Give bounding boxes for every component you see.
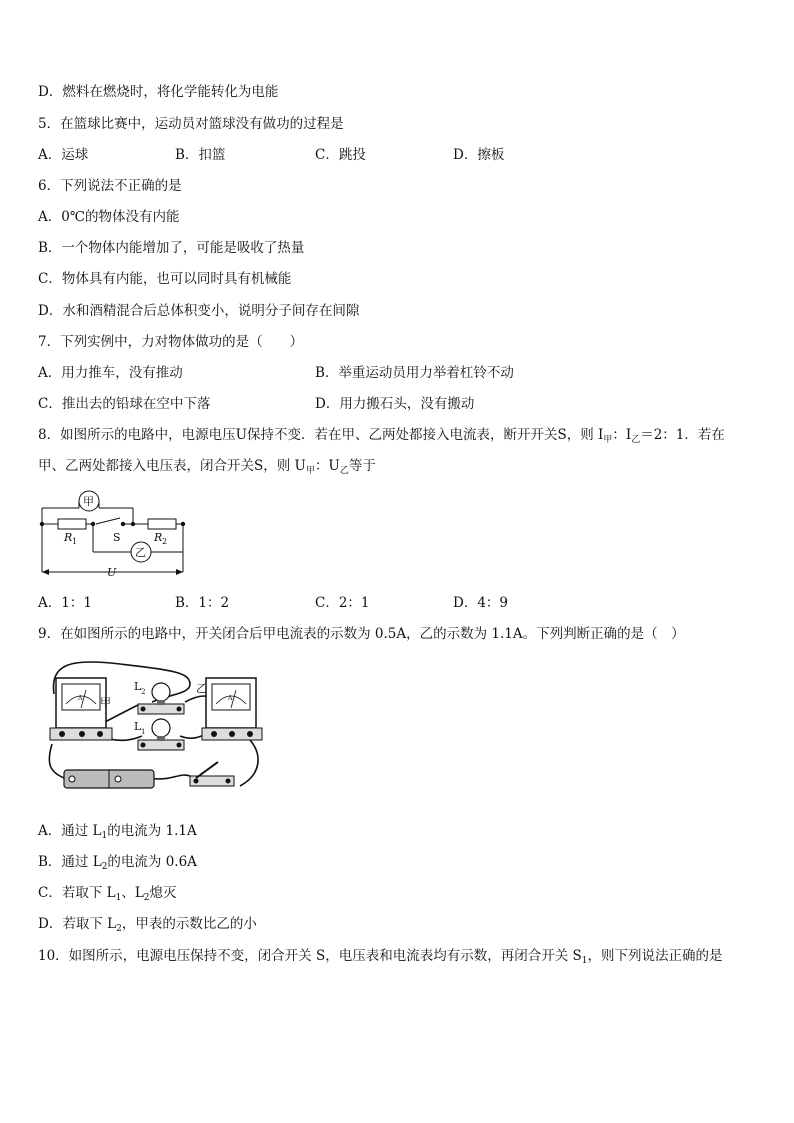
q9-option-b-text1: B．通过 L xyxy=(38,854,102,870)
q9-meter-yi-label: 乙 xyxy=(196,682,207,695)
q10-stem-sub: 1 xyxy=(581,956,588,966)
q6-option-d: D．水和酒精混合后总体积变小，说明分子间存在间隙 xyxy=(38,303,360,319)
q9-option-b-sub: 2 xyxy=(101,862,108,872)
q9-option-a-sub: 1 xyxy=(101,831,108,841)
q6-option-b: B．一个物体内能增加了，可能是吸收了热量 xyxy=(38,240,305,256)
q8-meter-jia-label: 甲 xyxy=(83,495,94,508)
q9-option-c-text1: C．若取下 L xyxy=(38,885,116,901)
q9-option-a xyxy=(38,822,197,845)
q5-option-a: A．运球 xyxy=(38,147,89,163)
q5-stem: 5．在篮球比赛中，运动员对篮球没有做功的过程是 xyxy=(38,116,344,132)
q9-lamp-l1-label: L xyxy=(134,720,142,733)
q8-switch-blade xyxy=(96,518,120,524)
q9-battery xyxy=(64,770,154,788)
q9-switch xyxy=(190,762,234,786)
q8-option-a: A．1：1 xyxy=(38,595,92,611)
q8-meter-yi-label: 乙 xyxy=(135,546,146,559)
q10-stem xyxy=(38,947,723,970)
q9-meter-jia-unit: A xyxy=(78,695,83,702)
q9-lamp-l2-label: L xyxy=(134,680,142,693)
q9-meter-jia xyxy=(50,678,112,740)
q8-stem1-b: ：I xyxy=(612,427,632,443)
q9-option-c-sub2: 2 xyxy=(143,893,150,903)
q7-stem: 7．下列实例中，力对物体做功的是（ ） xyxy=(38,334,304,350)
q8-stem2-sub1: 甲 xyxy=(305,466,315,476)
q8-switch-label: S xyxy=(113,531,121,544)
q5-option-d: D．擦板 xyxy=(453,147,505,163)
q8-stem1-a: 8．如图所示的电路中，电源电压U保持不变．若在甲、乙两处都接入电流表，断开开关S，则 I xyxy=(38,427,604,443)
q9-option-d-text1: D．若取下 L xyxy=(38,916,117,932)
q7-option-d: D．用力搬石头，没有搬动 xyxy=(315,396,475,412)
q9-option-a-text1: A．通过 L xyxy=(38,823,102,839)
q8-r2-sub: 2 xyxy=(162,537,168,546)
q8-stem2-sub2: 乙 xyxy=(339,466,349,476)
q8-stem2-c: 等于 xyxy=(348,458,376,474)
q6-option-c: C．物体具有内能，也可以同时具有机械能 xyxy=(38,271,292,287)
q7-option-c: C．推出去的铅球在空中下落 xyxy=(38,396,211,412)
q8-stem1-sub1: 甲 xyxy=(603,435,613,445)
q9-option-b-text2: 的电流为 0.6A xyxy=(107,854,197,870)
q9-option-d-text2: ，甲表的示数比乙的小 xyxy=(121,916,257,932)
q9-option-c xyxy=(38,884,177,907)
q10-stem-text2: ，则下列说法正确的是 xyxy=(587,948,723,964)
q9-option-c-text2: 、L xyxy=(121,885,144,901)
q8-stem2-b: ：U xyxy=(314,458,340,474)
q8-stem-line2 xyxy=(38,457,376,480)
q6-option-a: A．0℃的物体没有内能 xyxy=(38,209,180,225)
q8-circuit-diagram xyxy=(36,486,196,582)
q8-resistor-r1 xyxy=(58,519,86,529)
q10-stem-text1: 10．如图所示，电源电压保持不变，闭合开关 S，电压表和电流表均有示数，再闭合开关 S xyxy=(38,948,582,964)
q9-lamp-l2-sub: 2 xyxy=(141,688,146,696)
q8-resistor-r2 xyxy=(148,519,176,529)
q8-stem-line1 xyxy=(38,426,725,449)
q9-lamp-l1-sub: 1 xyxy=(141,728,146,736)
q4-option-d: D．燃料在燃烧时，将化学能转化为电能 xyxy=(38,84,279,100)
q5-option-c: C．跳投 xyxy=(315,147,366,163)
q9-meter-yi xyxy=(202,678,262,740)
q9-option-a-text2: 的电流为 1.1A xyxy=(107,823,197,839)
q6-stem: 6．下列说法不正确的是 xyxy=(38,178,182,194)
q9-option-b xyxy=(38,853,197,876)
q8-option-c: C．2：1 xyxy=(315,595,370,611)
q8-option-b: B．1：2 xyxy=(175,595,230,611)
q9-option-d xyxy=(38,915,257,938)
q9-circuit-photo xyxy=(40,654,268,800)
q8-option-d: D．4：9 xyxy=(453,595,509,611)
q5-option-b: B．扣篮 xyxy=(175,147,226,163)
q9-meter-yi-unit: A xyxy=(228,695,233,702)
q8-voltage-label: U xyxy=(107,566,117,579)
q8-r2-label: R xyxy=(154,531,163,544)
q7-option-b: B．举重运动员用力举着杠铃不动 xyxy=(315,365,514,381)
q8-r1-label: R xyxy=(64,531,73,544)
q9-option-d-sub: 2 xyxy=(116,924,122,934)
q9-option-c-sub1: 1 xyxy=(115,893,122,903)
q8-stem1-sub2: 乙 xyxy=(631,435,641,445)
q8-r1-sub: 1 xyxy=(72,537,78,546)
q8-stem2-a: 甲、乙两处都接入电压表，闭合开关S，则 U xyxy=(38,458,306,474)
q7-option-a: A．用力推车，没有推动 xyxy=(38,365,183,381)
q9-meter-jia-label: 甲 xyxy=(100,696,111,709)
q9-stem: 9．在如图所示的电路中，开关闭合后甲电流表的示数为 0.5A，乙的示数为 1.1A。下列判断正确的是（ ） xyxy=(38,626,685,642)
q8-stem1-c: ＝2：1．若在 xyxy=(640,427,725,443)
q9-option-c-text3: 熄灭 xyxy=(149,885,177,901)
